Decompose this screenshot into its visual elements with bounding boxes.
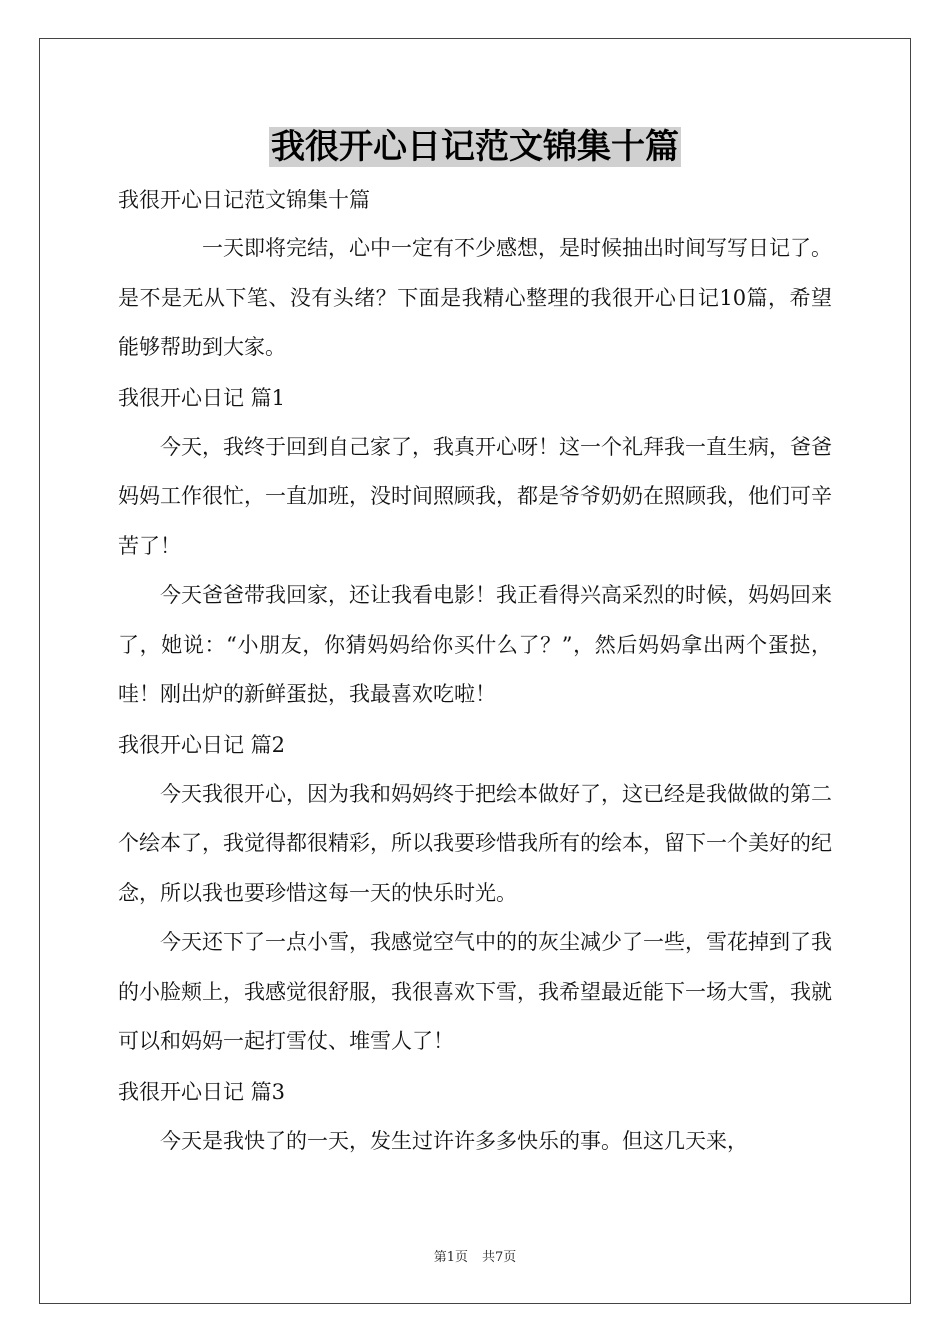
section-heading-3: 我很开心日记 篇3 xyxy=(118,1079,286,1104)
page-number-total: 共7页 xyxy=(482,1250,517,1265)
section-heading-2: 我很开心日记 篇2 xyxy=(118,732,286,757)
document-subtitle: 我很开心日记范文锦集十篇 xyxy=(118,188,370,212)
section-1-paragraph-2: 今天爸爸带我回家，还让我看电影！我正看得兴高采烈的时候，妈妈回来了，她说：“小朋友，你猜妈妈给你买什么了？”，然后妈妈拿出两个蛋挞，哇！刚出炉的新鲜蛋挞，我最喜欢吃啦！ xyxy=(118,583,832,706)
section-3-paragraph-1: 今天是我快了的一天，发生过许许多多快乐的事。但这几天来， xyxy=(160,1128,748,1153)
document-title xyxy=(0,124,950,170)
page-number-current: 第1页 xyxy=(433,1250,468,1265)
document-title-text: 我很开心日记范文锦集十篇 xyxy=(271,127,679,167)
section-1-paragraph-1: 今天，我终于回到自己家了，我真开心呀！这一个礼拜我一直生病，爸爸妈妈工作很忙，一直加班，没时间照顾我，都是爷爷奶奶在照顾我，他们可辛苦了！ xyxy=(118,434,832,558)
section-heading-1: 我很开心日记 篇1 xyxy=(118,385,286,410)
document-body xyxy=(118,176,832,1166)
intro-paragraph: 一天即将完结，心中一定有不少感想，是时候抽出时间写写日记了。是不是无从下笔、没有头绪？下面是我精心整理的我很开心日记10篇，希望能够帮助到大家。 xyxy=(118,236,832,359)
section-2-paragraph-1: 今天我很开心，因为我和妈妈终于把绘本做好了，这已经是我做做的第二个绘本了，我觉得都很精彩，所以我要珍惜我所有的绘本，留下一个美好的纪念，所以我也要珍惜这每一天的快乐时光。 xyxy=(118,781,832,905)
page-footer xyxy=(0,1246,950,1265)
section-2-paragraph-2: 今天还下了一点小雪，我感觉空气中的的灰尘减少了一些，雪花掉到了我的小脸颊上，我感觉很舒服，我很喜欢下雪，我希望最近能下一场大雪，我就可以和妈妈一起打雪仗、堆雪人了！ xyxy=(118,930,832,1053)
